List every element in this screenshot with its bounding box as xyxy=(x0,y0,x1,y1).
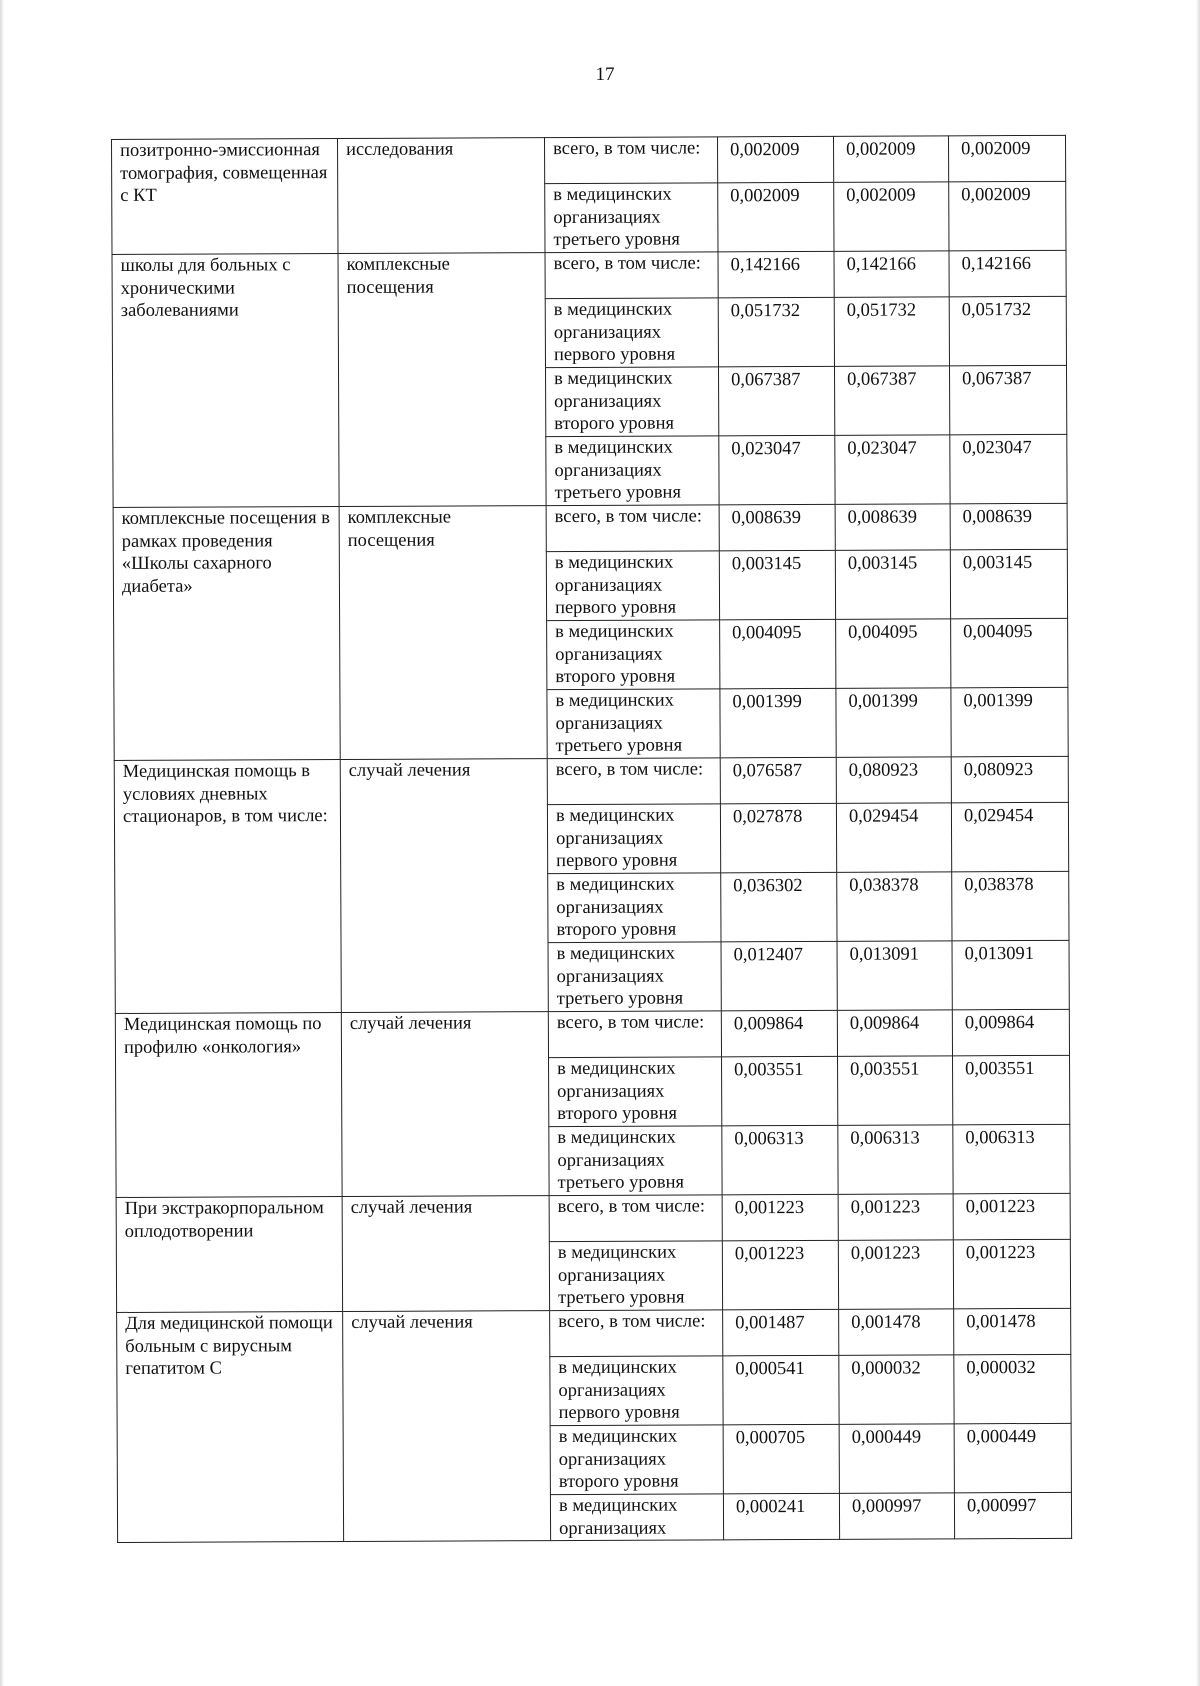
value-cell-year-2: 0,001399 xyxy=(836,688,951,758)
value-cell-year-3: 0,038378 xyxy=(952,871,1069,941)
value-cell-year-2: 0,009864 xyxy=(837,1010,952,1057)
value-cell-year-3: 0,067387 xyxy=(949,365,1066,435)
value-cell-year-1: 0,000705 xyxy=(723,1424,839,1494)
value-cell-year-1: 0,001399 xyxy=(720,688,836,758)
unit-cell: случай лечения xyxy=(340,759,548,1013)
value-cell-year-1: 0,008639 xyxy=(719,504,835,551)
value-cell-year-3: 0,006313 xyxy=(953,1124,1070,1194)
value-cell-year-3: 0,000997 xyxy=(954,1492,1071,1539)
level-label-cell: в медицинских организациях третьего уровня xyxy=(548,942,721,1012)
value-cell-year-1: 0,003551 xyxy=(722,1056,838,1126)
value-cell-year-2: 0,002009 xyxy=(834,182,949,252)
value-cell-year-2: 0,000032 xyxy=(839,1355,954,1425)
value-cell-year-1: 0,023047 xyxy=(719,435,835,505)
table-row xyxy=(113,503,1067,553)
value-cell-year-3: 0,002009 xyxy=(949,181,1066,251)
value-cell-year-3: 0,001478 xyxy=(954,1308,1071,1355)
value-cell-year-2: 0,004095 xyxy=(836,619,951,689)
level-label-cell: в медицинских организациях второго уровня xyxy=(548,873,721,943)
care-type-cell: Медицинская помощь в условиях дневных стационаров, в том числе: xyxy=(114,760,341,1014)
value-cell-year-2: 0,001223 xyxy=(838,1194,953,1241)
value-cell-year-2: 0,142166 xyxy=(834,251,949,298)
value-cell-year-2: 0,000997 xyxy=(839,1493,954,1540)
value-cell-year-2: 0,003145 xyxy=(835,550,950,620)
value-cell-year-3: 0,142166 xyxy=(949,250,1066,297)
page-number: 17 xyxy=(595,64,615,85)
level-label-cell: в медицинских организациях второго уровня xyxy=(549,1057,722,1127)
value-cell-year-3: 0,003551 xyxy=(953,1055,1070,1125)
value-cell-year-3: 0,000032 xyxy=(954,1354,1071,1424)
value-cell-year-2: 0,001223 xyxy=(838,1240,953,1310)
level-label-cell: в медицинских организациях второго уровня xyxy=(546,367,719,437)
table-row xyxy=(114,756,1068,806)
value-cell-year-2: 0,003551 xyxy=(838,1056,953,1126)
table-row xyxy=(117,1308,1071,1358)
value-cell-year-1: 0,027878 xyxy=(720,803,836,873)
value-cell-year-1: 0,001487 xyxy=(723,1309,839,1356)
value-cell-year-1: 0,003145 xyxy=(719,550,835,620)
value-cell-year-2: 0,051732 xyxy=(834,297,949,367)
value-cell-year-2: 0,029454 xyxy=(836,803,951,873)
value-cell-year-3: 0,001223 xyxy=(953,1239,1070,1309)
value-cell-year-3: 0,013091 xyxy=(952,940,1069,1010)
value-cell-year-1: 0,001223 xyxy=(722,1240,838,1310)
value-cell-year-2: 0,080923 xyxy=(836,757,951,804)
care-type-cell: комплексные посещения в рамках проведения «Школы сахарного диабета» xyxy=(113,507,340,761)
value-cell-year-3: 0,003145 xyxy=(950,549,1067,619)
value-cell-year-2: 0,006313 xyxy=(838,1125,953,1195)
level-label-cell: в медицинских организациях третьего уровня xyxy=(547,689,720,759)
value-cell-year-1: 0,002009 xyxy=(717,136,833,183)
value-cell-year-2: 0,000449 xyxy=(839,1424,954,1494)
care-type-cell: школы для больных с хроническими заболеваниями xyxy=(112,254,339,508)
value-cell-year-1: 0,067387 xyxy=(718,366,834,436)
care-type-cell: Медицинская помощь по профилю «онкология» xyxy=(115,1013,342,1198)
level-label-cell: всего, в том числе: xyxy=(549,1195,722,1242)
value-cell-year-1: 0,004095 xyxy=(720,619,836,689)
scan-edge-right xyxy=(1196,0,1200,1686)
value-cell-year-1: 0,001223 xyxy=(722,1194,838,1241)
table-row xyxy=(115,1009,1069,1059)
unit-cell: случай лечения xyxy=(342,1196,549,1312)
value-cell-year-1: 0,012407 xyxy=(721,941,837,1011)
data-table xyxy=(111,135,1072,1543)
value-cell-year-2: 0,002009 xyxy=(833,136,948,183)
value-cell-year-3: 0,004095 xyxy=(951,618,1068,688)
value-cell-year-3: 0,080923 xyxy=(951,756,1068,803)
value-cell-year-3: 0,009864 xyxy=(952,1009,1069,1056)
level-label-cell: в медицинских организациях третьего уровня xyxy=(549,1241,722,1311)
level-label-cell: в медицинских организациях первого уровня xyxy=(546,551,719,621)
level-label-cell: всего, в том числе: xyxy=(545,252,718,299)
unit-cell: комплексные посещения xyxy=(339,506,547,760)
value-cell-year-1: 0,006313 xyxy=(722,1125,838,1195)
value-cell-year-3: 0,051732 xyxy=(949,296,1066,366)
value-cell-year-3: 0,000449 xyxy=(954,1423,1071,1493)
value-cell-year-2: 0,013091 xyxy=(837,941,952,1011)
unit-cell: случай лечения xyxy=(343,1311,551,1542)
value-cell-year-1: 0,000541 xyxy=(723,1355,839,1425)
value-cell-year-1: 0,036302 xyxy=(721,872,837,942)
value-cell-year-3: 0,002009 xyxy=(948,135,1065,182)
level-label-cell: в медицинских организациях третьего уровня xyxy=(546,436,719,506)
level-label-cell: в медицинских организациях второго уровня xyxy=(547,620,720,690)
value-cell-year-3: 0,001399 xyxy=(951,687,1068,757)
level-label-cell: в медицинских организациях третьего уровня xyxy=(545,183,718,253)
level-label-cell: в медицинских организациях первого уровня xyxy=(545,298,718,368)
level-label-cell: всего, в том числе: xyxy=(544,137,717,184)
unit-cell: комплексные посещения xyxy=(338,253,546,507)
value-cell-year-2: 0,023047 xyxy=(835,435,950,505)
scan-edge-left xyxy=(0,0,4,1686)
value-cell-year-3: 0,008639 xyxy=(950,503,1067,550)
level-label-cell: всего, в том числе: xyxy=(547,758,720,805)
value-cell-year-1: 0,009864 xyxy=(721,1010,837,1057)
table-row xyxy=(112,250,1066,300)
value-cell-year-3: 0,023047 xyxy=(950,434,1067,504)
care-type-cell: Для медицинской помощи больным с вирусным гепатитом С xyxy=(117,1312,344,1543)
level-label-cell: в медицинских организациях xyxy=(550,1494,723,1541)
value-cell-year-3: 0,001223 xyxy=(953,1193,1070,1240)
level-label-cell: всего, в том числе: xyxy=(546,505,719,552)
value-cell-year-1: 0,002009 xyxy=(718,182,834,252)
value-cell-year-2: 0,067387 xyxy=(834,366,949,436)
table-row xyxy=(116,1193,1070,1243)
value-cell-year-2: 0,008639 xyxy=(835,504,950,551)
level-label-cell: в медицинских организациях первого уровня xyxy=(547,804,720,874)
value-cell-year-1: 0,076587 xyxy=(720,757,836,804)
value-cell-year-1: 0,000241 xyxy=(723,1493,839,1540)
care-type-cell: позитронно-эмиссионная томография, совмещенная с КТ xyxy=(112,139,338,255)
level-label-cell: всего, в том числе: xyxy=(550,1310,723,1357)
value-cell-year-2: 0,038378 xyxy=(837,872,952,942)
level-label-cell: в медицинских организациях первого уровня xyxy=(550,1356,723,1426)
value-cell-year-1: 0,142166 xyxy=(718,251,834,298)
value-cell-year-1: 0,051732 xyxy=(718,297,834,367)
table-body xyxy=(112,135,1072,1542)
value-cell-year-2: 0,001478 xyxy=(839,1309,954,1356)
level-label-cell: в медицинских организациях второго уровня xyxy=(550,1425,723,1495)
unit-cell: исследования xyxy=(338,138,545,254)
level-label-cell: в медицинских организациях третьего уровня xyxy=(549,1126,722,1196)
care-type-cell: При экстракорпоральном оплодотворении xyxy=(116,1197,342,1313)
level-label-cell: всего, в том числе: xyxy=(548,1011,721,1058)
unit-cell: случай лечения xyxy=(341,1012,549,1197)
value-cell-year-3: 0,029454 xyxy=(951,802,1068,872)
table-row xyxy=(112,135,1066,185)
